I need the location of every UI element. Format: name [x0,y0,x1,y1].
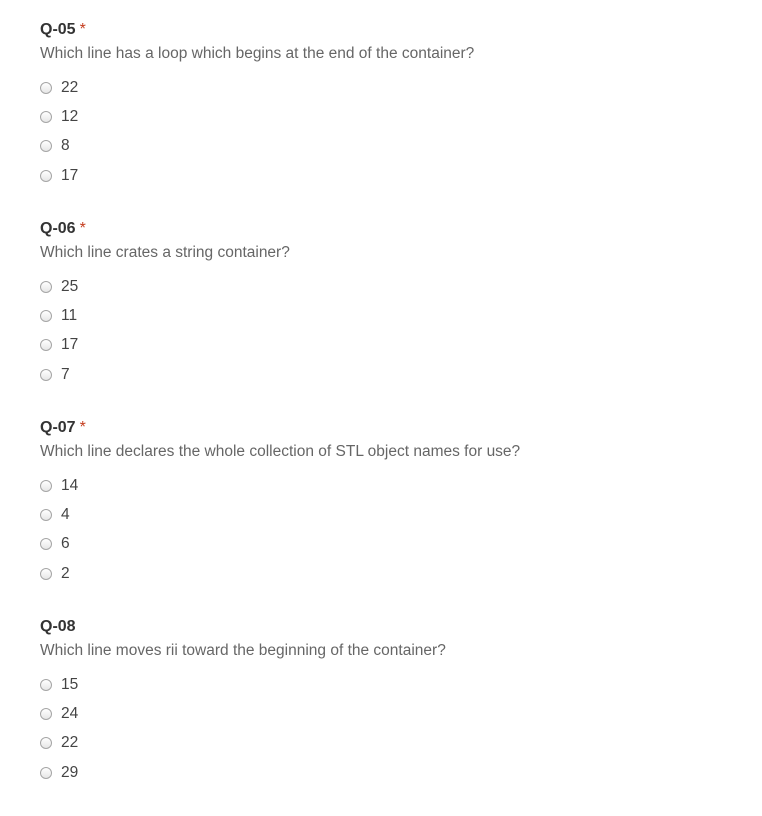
option-label[interactable]: 7 [61,365,70,383]
radio-button[interactable] [40,111,52,123]
option-label[interactable]: 22 [61,734,79,752]
option-label[interactable]: 25 [61,277,79,295]
option-label[interactable]: 12 [61,107,79,125]
option-label[interactable]: 8 [61,137,70,155]
radio-button[interactable] [40,281,52,293]
required-marker: * [79,21,86,38]
question-text: Which line declares the whole collection of STL object names for use? [40,443,521,460]
required-marker: * [79,419,86,436]
radio-button[interactable] [40,679,52,691]
radio-button[interactable] [40,568,52,580]
radio-button[interactable] [40,170,52,182]
radio-button[interactable] [40,310,52,322]
question-q05 [40,18,740,217]
option-label[interactable]: 11 [61,306,78,324]
radio-button[interactable] [40,140,52,152]
option-q06-2[interactable] [40,301,740,330]
question-text: Which line has a loop which begins at the end of the container? [40,45,475,62]
option-q07-3[interactable] [40,530,740,559]
option-q08-3[interactable] [40,729,740,758]
question-text: Which line crates a string container? [40,244,290,261]
option-q05-1[interactable] [40,73,740,102]
option-q06-4[interactable] [40,360,740,389]
radio-button[interactable] [40,82,52,94]
question-title [40,615,740,639]
option-label[interactable]: 17 [61,336,79,354]
radio-button[interactable] [40,767,52,779]
option-q07-1[interactable] [40,471,740,500]
radio-button[interactable] [40,480,52,492]
option-q05-2[interactable] [40,102,740,131]
option-q08-1[interactable] [40,670,740,699]
option-label[interactable]: 4 [61,505,70,523]
option-q06-3[interactable] [40,331,740,360]
question-title [40,416,740,440]
radio-button[interactable] [40,538,52,550]
question-text: Which line moves rii toward the beginning of the container? [40,642,446,659]
question-id: Q-08 [40,618,76,635]
radio-button[interactable] [40,708,52,720]
option-label[interactable]: 22 [61,78,79,96]
option-q08-2[interactable] [40,699,740,728]
question-q08 [40,615,740,814]
question-title [40,18,740,42]
question-id: Q-05 [40,21,76,38]
question-title [40,217,740,241]
option-label[interactable]: 24 [61,704,79,722]
radio-button[interactable] [40,509,52,521]
option-q05-3[interactable] [40,132,740,161]
option-q07-2[interactable] [40,500,740,529]
option-label[interactable]: 29 [61,763,79,781]
option-label[interactable]: 15 [61,675,79,693]
option-label[interactable]: 6 [61,535,70,553]
quiz-form [40,18,740,814]
radio-button[interactable] [40,369,52,381]
required-marker: * [79,220,86,237]
option-q08-4[interactable] [40,758,740,787]
question-id: Q-06 [40,220,76,237]
option-q05-4[interactable] [40,161,740,190]
option-q07-4[interactable] [40,559,740,588]
question-q06 [40,217,740,416]
question-id: Q-07 [40,419,76,436]
question-q07 [40,416,740,615]
option-label[interactable]: 14 [61,476,79,494]
option-label[interactable]: 17 [61,166,79,184]
radio-button[interactable] [40,737,52,749]
radio-button[interactable] [40,339,52,351]
option-label[interactable]: 2 [61,564,70,582]
option-q06-1[interactable] [40,272,740,301]
